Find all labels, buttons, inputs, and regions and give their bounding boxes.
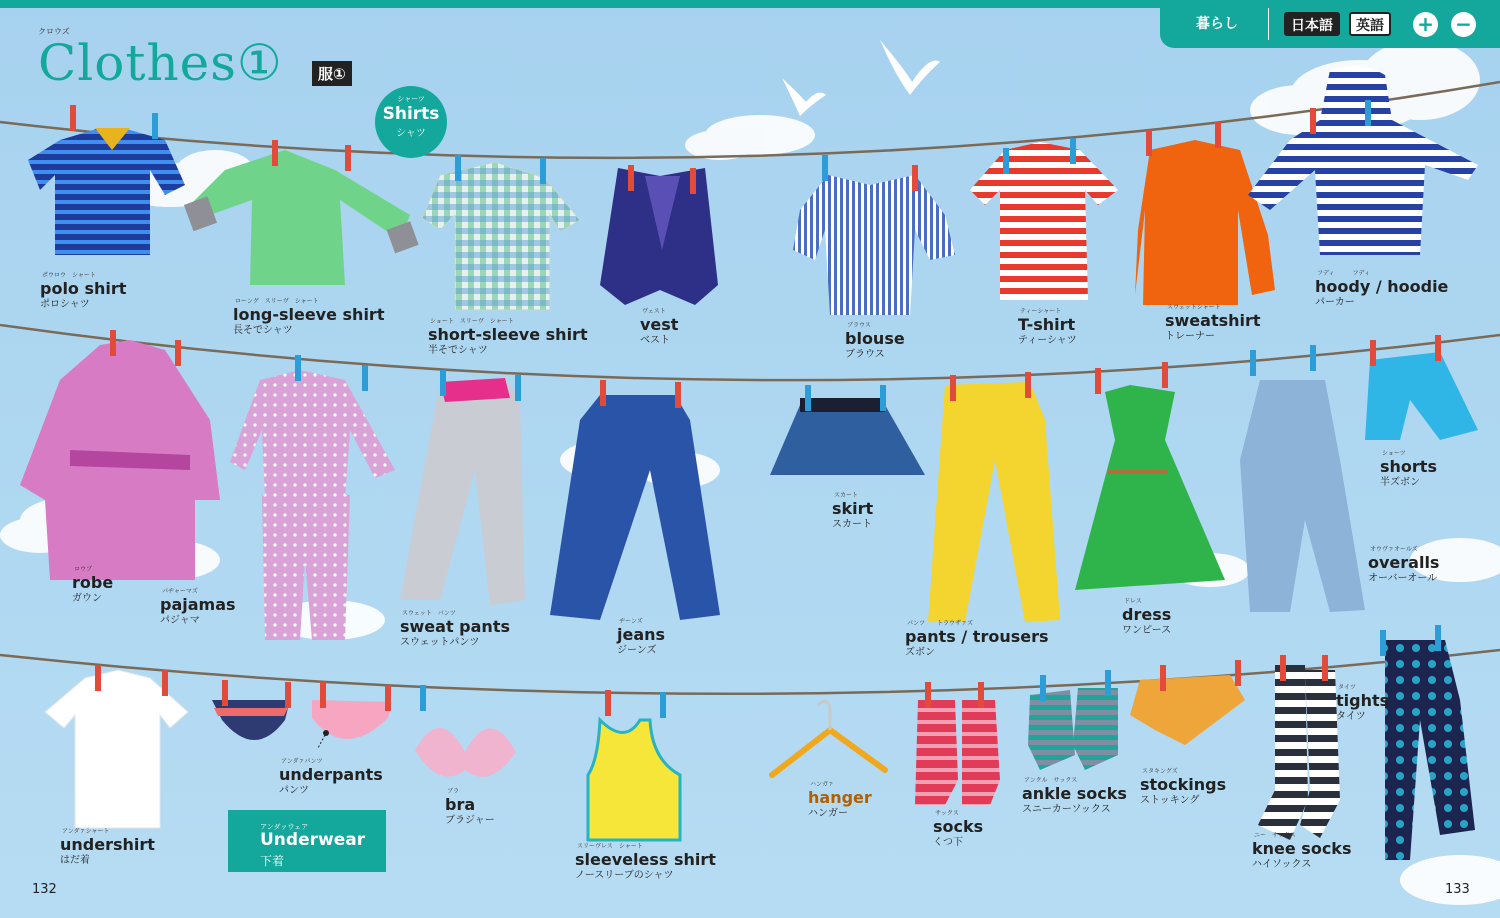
english-word: hoody / hoodie xyxy=(1315,277,1449,296)
japanese-word: はだ着 xyxy=(60,855,90,866)
ruby: ブラウス xyxy=(847,322,871,329)
label-vest xyxy=(640,308,678,348)
label-t-shirt xyxy=(1018,308,1077,348)
english-word: stockings xyxy=(1140,775,1227,794)
section-title-japanese: シャツ xyxy=(396,128,426,139)
ruby: ハンガァ xyxy=(810,781,834,788)
label-socks xyxy=(933,810,983,850)
section-title: Underwear xyxy=(260,830,366,850)
label-skirt xyxy=(832,492,873,532)
label-dress xyxy=(1122,598,1171,638)
ruby: パンツ トラウザァズ xyxy=(907,620,974,627)
english-word: sweatshirt xyxy=(1165,311,1261,330)
ruby: パヂャーマズ xyxy=(162,588,198,595)
english-word: tights xyxy=(1336,691,1390,710)
ankle-socks-image-2 xyxy=(1073,688,1118,770)
japanese-word: ベスト xyxy=(640,335,670,346)
japanese-word: ズボン xyxy=(905,647,935,658)
japanese-word: ブラウス xyxy=(845,349,885,360)
label-long-sleeve-shirt xyxy=(233,298,384,338)
label-shorts xyxy=(1380,450,1437,490)
ruby: スタキングズ xyxy=(1142,768,1178,775)
section-badge-underwear xyxy=(228,810,386,872)
section-ruby: シャーツ xyxy=(397,95,425,103)
label-robe xyxy=(72,566,113,606)
ruby: ブラ xyxy=(447,788,460,795)
english-word: pants / trousers xyxy=(905,627,1049,646)
japanese-word: ハンガー xyxy=(808,808,848,819)
ruby: ニー サックス xyxy=(1254,832,1296,839)
section-title: Shirts xyxy=(382,104,440,124)
label-stockings xyxy=(1140,768,1226,808)
japanese-word: ガウン xyxy=(72,593,102,604)
english-word: socks xyxy=(933,817,984,836)
label-sweat-pants xyxy=(400,610,510,650)
ankle-socks-image xyxy=(1028,690,1075,770)
japanese-word: パンツ xyxy=(279,785,309,796)
label-short-sleeve-shirt xyxy=(428,318,588,358)
label-ankle-socks xyxy=(1022,777,1127,817)
label-underpants xyxy=(279,758,383,798)
japanese-word: ティーシャツ xyxy=(1018,335,1077,346)
ruby: ティーシャート xyxy=(1020,308,1062,315)
label-bra xyxy=(445,788,495,828)
title-ruby: クロウズ xyxy=(38,27,70,36)
japanese-word: ノースリーブのシャツ xyxy=(575,870,674,881)
ruby: スウェットシャート xyxy=(1167,304,1221,311)
english-toggle-button[interactable]: 英語 xyxy=(1349,12,1391,36)
english-word: blouse xyxy=(845,329,905,348)
japanese-word: 半ズボン xyxy=(1380,477,1420,488)
english-word: shorts xyxy=(1380,457,1437,476)
category-tab[interactable]: 暮らし xyxy=(1196,16,1238,32)
label-jeans xyxy=(617,618,665,658)
ruby: ヴェスト xyxy=(642,308,666,315)
label-sweatshirt xyxy=(1165,304,1261,344)
japanese-word: 半そでシャツ xyxy=(428,345,488,356)
ruby: タイツ xyxy=(1338,684,1356,691)
ruby: ショーツ xyxy=(1382,450,1406,457)
english-word: ankle socks xyxy=(1022,784,1127,803)
ruby: オウヴァオールズ xyxy=(1370,546,1418,553)
english-word: skirt xyxy=(832,499,874,518)
japanese-word: ブラジャー xyxy=(445,815,495,826)
reader-toolbar xyxy=(1160,0,1500,48)
label-pajamas xyxy=(160,588,236,628)
english-word: undershirt xyxy=(60,835,155,854)
japanese-word: ワンピース xyxy=(1122,625,1172,636)
english-word: dress xyxy=(1122,605,1172,624)
ruby: サックス xyxy=(935,810,959,817)
ruby: アンダァシャート xyxy=(62,828,110,835)
japanese-toggle-button[interactable]: 日本語 xyxy=(1284,12,1340,36)
japanese-word: ポロシャツ xyxy=(40,299,90,310)
japanese-word: スウェットパンツ xyxy=(400,637,480,648)
english-word: sweat pants xyxy=(400,617,510,636)
page-number-right: 133 xyxy=(1445,882,1470,897)
ruby: アンクル サックス xyxy=(1024,777,1078,784)
label-knee-socks xyxy=(1252,832,1351,872)
english-word: robe xyxy=(72,573,114,592)
japanese-word: くつ下 xyxy=(933,837,963,848)
toolbar-divider xyxy=(1268,8,1269,40)
section-badge-shirts xyxy=(375,86,447,158)
english-word: polo shirt xyxy=(40,279,127,298)
japanese-word: ジーンズ xyxy=(617,645,657,656)
page-title-japanese: 服① xyxy=(312,61,352,86)
english-word: vest xyxy=(640,315,679,334)
section-ruby: アンダァウェア xyxy=(260,823,309,831)
japanese-word: ストッキング xyxy=(1140,795,1200,806)
english-word: hanger xyxy=(808,788,872,807)
ruby: ロウブ xyxy=(74,566,93,573)
zoom-out-button[interactable]: − xyxy=(1451,12,1476,37)
ruby: ショート スリーヴ シャート xyxy=(430,318,514,325)
english-word: bra xyxy=(445,795,476,814)
japanese-word: パジャマ xyxy=(160,615,200,626)
zoom-in-button[interactable]: + xyxy=(1413,12,1438,37)
japanese-word: 長そでシャツ xyxy=(233,325,293,336)
ruby: ヂーンズ xyxy=(619,618,643,625)
ruby: ポウロウ シャート xyxy=(42,272,96,279)
japanese-word: トレーナー xyxy=(1165,331,1215,342)
socks-image xyxy=(915,700,958,805)
label-blouse xyxy=(845,322,905,362)
japanese-word: ハイソックス xyxy=(1252,859,1312,870)
english-word: T-shirt xyxy=(1018,315,1076,334)
page-number-left: 132 xyxy=(32,882,57,897)
english-word: knee socks xyxy=(1252,839,1352,858)
japanese-word: オーバーオール xyxy=(1368,573,1438,584)
ruby: ドレス xyxy=(1124,598,1142,605)
japanese-word: スニーカーソックス xyxy=(1022,804,1111,815)
english-word: sleeveless shirt xyxy=(575,850,716,869)
japanese-word: パーカー xyxy=(1315,297,1355,308)
page-title: Clothes① xyxy=(38,34,283,92)
label-pants xyxy=(905,620,1049,660)
ruby: スリーヴレス シャート xyxy=(577,843,643,850)
english-word: jeans xyxy=(617,625,666,644)
label-hanger xyxy=(808,781,872,821)
japanese-word: タイツ xyxy=(1336,711,1366,722)
english-word: underpants xyxy=(279,765,383,784)
label-undershirt xyxy=(60,828,155,868)
ruby: フディ フディ xyxy=(1317,270,1371,277)
japanese-word: スカート xyxy=(832,519,872,530)
label-overalls xyxy=(1368,546,1439,586)
section-title-japanese: 下着 xyxy=(260,854,285,868)
label-sleeveless-shirt xyxy=(575,843,716,883)
english-word: short-sleeve shirt xyxy=(428,325,588,344)
english-word: long-sleeve shirt xyxy=(233,305,385,324)
english-word: pajamas xyxy=(160,595,236,614)
ruby: アンダァパンツ xyxy=(281,758,323,765)
label-tights xyxy=(1336,684,1389,724)
english-word: overalls xyxy=(1368,553,1440,572)
label-polo-shirt xyxy=(40,272,126,312)
ruby: ローング スリーヴ シャート xyxy=(235,298,319,305)
ruby: スカート xyxy=(834,492,859,499)
ruby: スウェット パンツ xyxy=(402,610,456,617)
label-hoody xyxy=(1315,270,1448,310)
